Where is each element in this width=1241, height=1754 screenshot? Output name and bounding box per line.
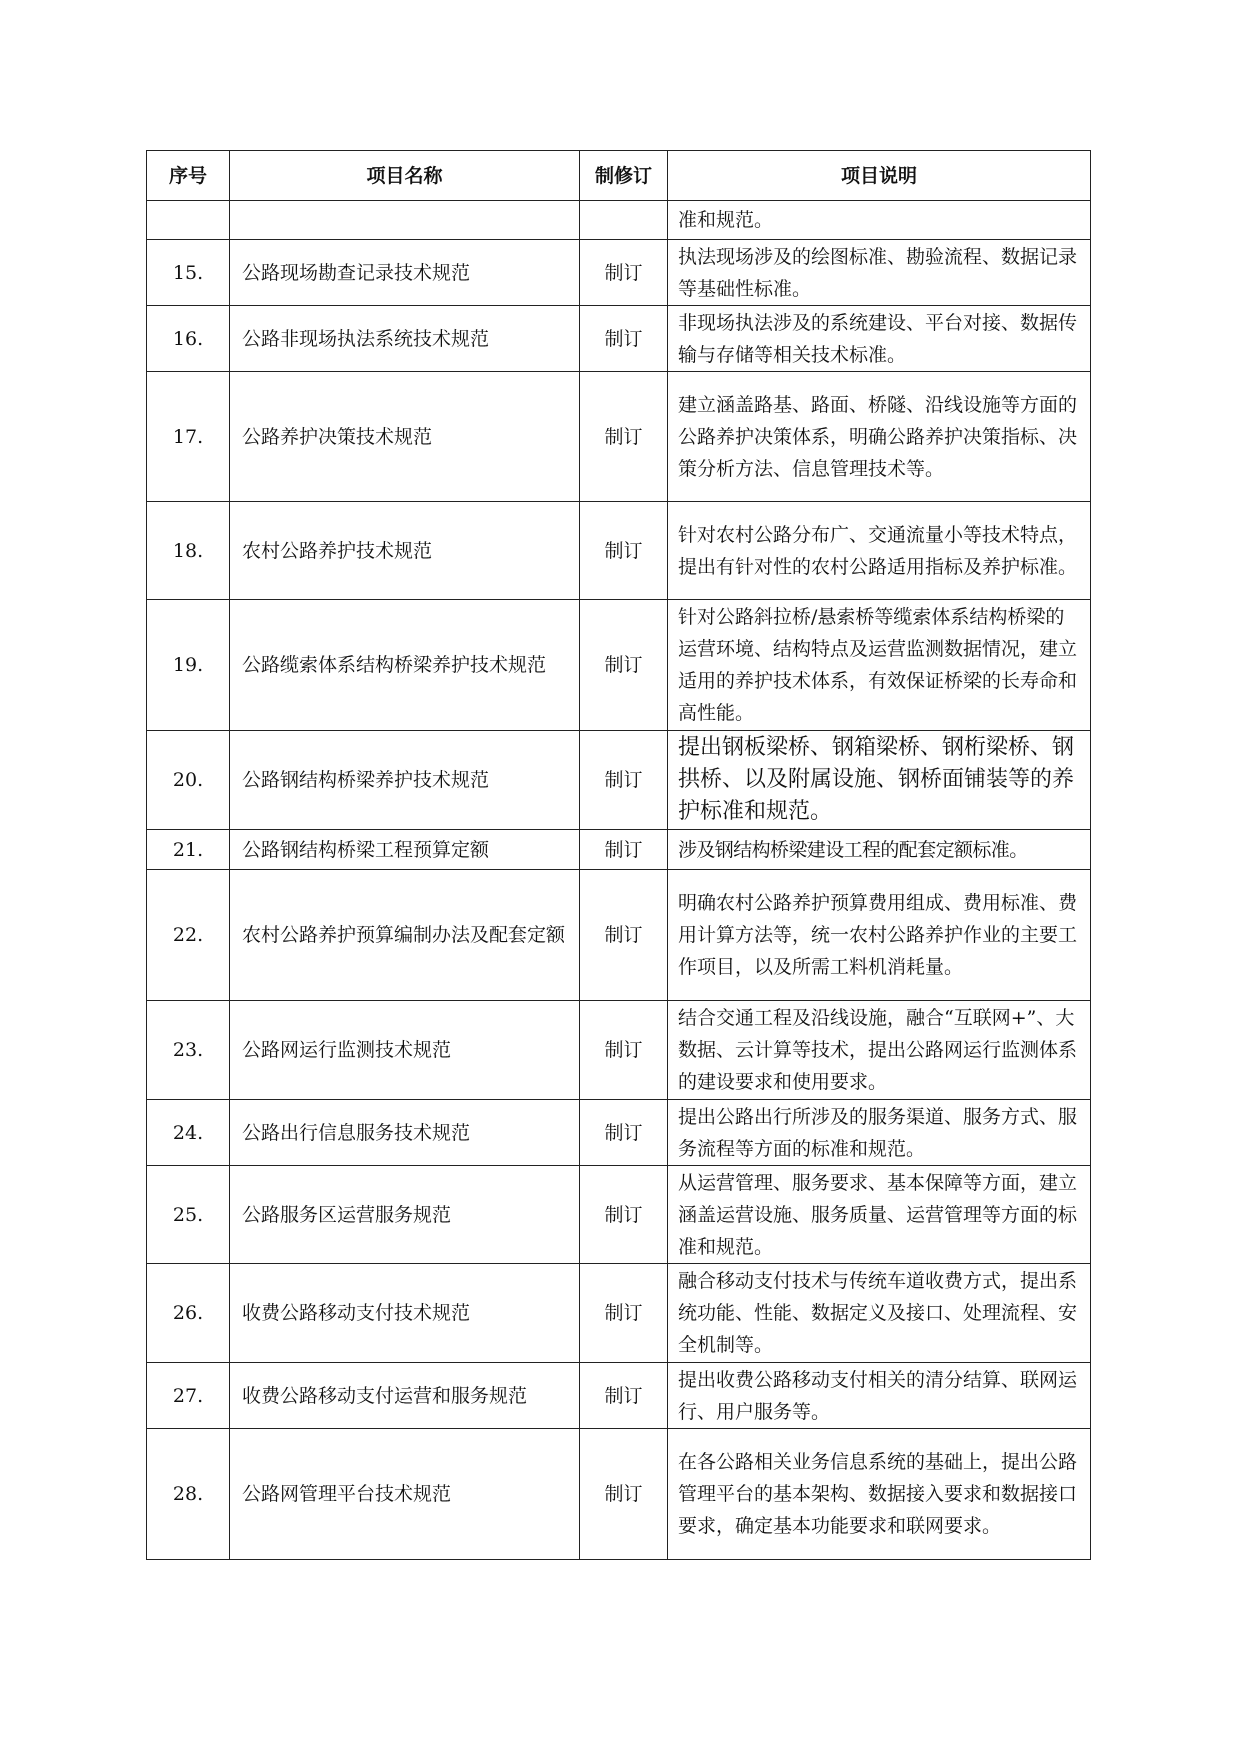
project-name [230,201,580,240]
project-name: 公路出行信息服务技术规范 [230,1100,580,1166]
revision-type: 制订 [580,1001,668,1100]
row-number: 25. [147,1166,230,1264]
revision-type: 制订 [580,1264,668,1363]
project-description: 建立涵盖路基、路面、桥隧、沿线设施等方面的公路养护决策体系，明确公路养护决策指标、决策分析方法、信息管理技术等。 [668,372,1091,502]
project-name: 公路网管理平台技术规范 [230,1429,580,1560]
row-number: 16. [147,306,230,372]
project-description: 非现场执法涉及的系统建设、平台对接、数据传输与存储等相关技术标准。 [668,306,1091,372]
project-description: 针对农村公路分布广、交通流量小等技术特点，提出有针对性的农村公路适用指标及养护标准。 [668,502,1091,600]
table-row [147,240,1091,306]
project-name: 农村公路养护预算编制办法及配套定额 [230,870,580,1001]
project-name: 公路非现场执法系统技术规范 [230,306,580,372]
row-number: 17. [147,372,230,502]
project-name: 公路网运行监测技术规范 [230,1001,580,1100]
table-row [147,1100,1091,1166]
revision-type: 制订 [580,1363,668,1429]
project-description: 结合交通工程及沿线设施，融合“互联网+”、大数据、云计算等技术，提出公路网运行监测体系的建设要求和使用要求。 [668,1001,1091,1100]
project-description: 明确农村公路养护预算费用组成、费用标准、费用计算方法等，统一农村公路养护作业的主要工作项目，以及所需工料机消耗量。 [668,870,1091,1001]
table-row [147,372,1091,502]
table-row [147,1363,1091,1429]
row-number: 21. [147,830,230,870]
row-number: 15. [147,240,230,306]
revision-type: 制订 [580,1100,668,1166]
table-row [147,1429,1091,1560]
project-description: 提出公路出行所涉及的服务渠道、服务方式、服务流程等方面的标准和规范。 [668,1100,1091,1166]
header-row [147,151,1091,201]
revision-type: 制订 [580,830,668,870]
project-name: 公路缆索体系结构桥梁养护技术规范 [230,600,580,731]
header-name: 项目名称 [230,151,580,201]
table-row [147,830,1091,870]
row-number: 18. [147,502,230,600]
project-name: 公路服务区运营服务规范 [230,1166,580,1264]
project-description: 提出钢板梁桥、钢箱梁桥、钢桁梁桥、钢拱桥、以及附属设施、钢桥面铺装等的养护标准和规范。 [668,731,1091,830]
row-number: 28. [147,1429,230,1560]
project-description: 针对公路斜拉桥/悬索桥等缆索体系结构桥梁的运营环境、结构特点及运营监测数据情况，建立适用的养护技术体系，有效保证桥梁的长寿命和高性能。 [668,600,1091,731]
row-number: 24. [147,1100,230,1166]
header-type: 制修订 [580,151,668,201]
project-name: 公路钢结构桥梁养护技术规范 [230,731,580,830]
table-row [147,502,1091,600]
project-description: 提出收费公路移动支付相关的清分结算、联网运行、用户服务等。 [668,1363,1091,1429]
project-description: 从运营管理、服务要求、基本保障等方面，建立涵盖运营设施、服务质量、运营管理等方面的标准和规范。 [668,1166,1091,1264]
table-row [147,870,1091,1001]
project-table [146,150,1091,1560]
table-row [147,201,1091,240]
row-number: 20. [147,731,230,830]
revision-type: 制订 [580,1166,668,1264]
table-header [147,151,1091,201]
revision-type [580,201,668,240]
project-description: 准和规范。 [668,201,1091,240]
table-row [147,1264,1091,1363]
header-desc: 项目说明 [668,151,1091,201]
table-row [147,1166,1091,1264]
table-row [147,306,1091,372]
header-no: 序号 [147,151,230,201]
table-row [147,1001,1091,1100]
row-number: 19. [147,600,230,731]
project-description: 涉及钢结构桥梁建设工程的配套定额标准。 [668,830,1091,870]
project-description: 在各公路相关业务信息系统的基础上，提出公路管理平台的基本架构、数据接入要求和数据接口要求，确定基本功能要求和联网要求。 [668,1429,1091,1560]
revision-type: 制订 [580,306,668,372]
row-number [147,201,230,240]
row-number: 27. [147,1363,230,1429]
revision-type: 制订 [580,502,668,600]
revision-type: 制订 [580,1429,668,1560]
project-description: 执法现场涉及的绘图标准、勘验流程、数据记录等基础性标准。 [668,240,1091,306]
row-number: 26. [147,1264,230,1363]
project-description: 融合移动支付技术与传统车道收费方式，提出系统功能、性能、数据定义及接口、处理流程、安全机制等。 [668,1264,1091,1363]
table-row [147,600,1091,731]
revision-type: 制订 [580,600,668,731]
project-name: 公路现场勘查记录技术规范 [230,240,580,306]
project-name: 农村公路养护技术规范 [230,502,580,600]
table-row [147,731,1091,830]
project-name: 公路养护决策技术规范 [230,372,580,502]
table-body [147,201,1091,1560]
project-name: 公路钢结构桥梁工程预算定额 [230,830,580,870]
row-number: 22. [147,870,230,1001]
project-name: 收费公路移动支付技术规范 [230,1264,580,1363]
revision-type: 制订 [580,372,668,502]
project-name: 收费公路移动支付运营和服务规范 [230,1363,580,1429]
revision-type: 制订 [580,240,668,306]
revision-type: 制订 [580,731,668,830]
row-number: 23. [147,1001,230,1100]
revision-type: 制订 [580,870,668,1001]
